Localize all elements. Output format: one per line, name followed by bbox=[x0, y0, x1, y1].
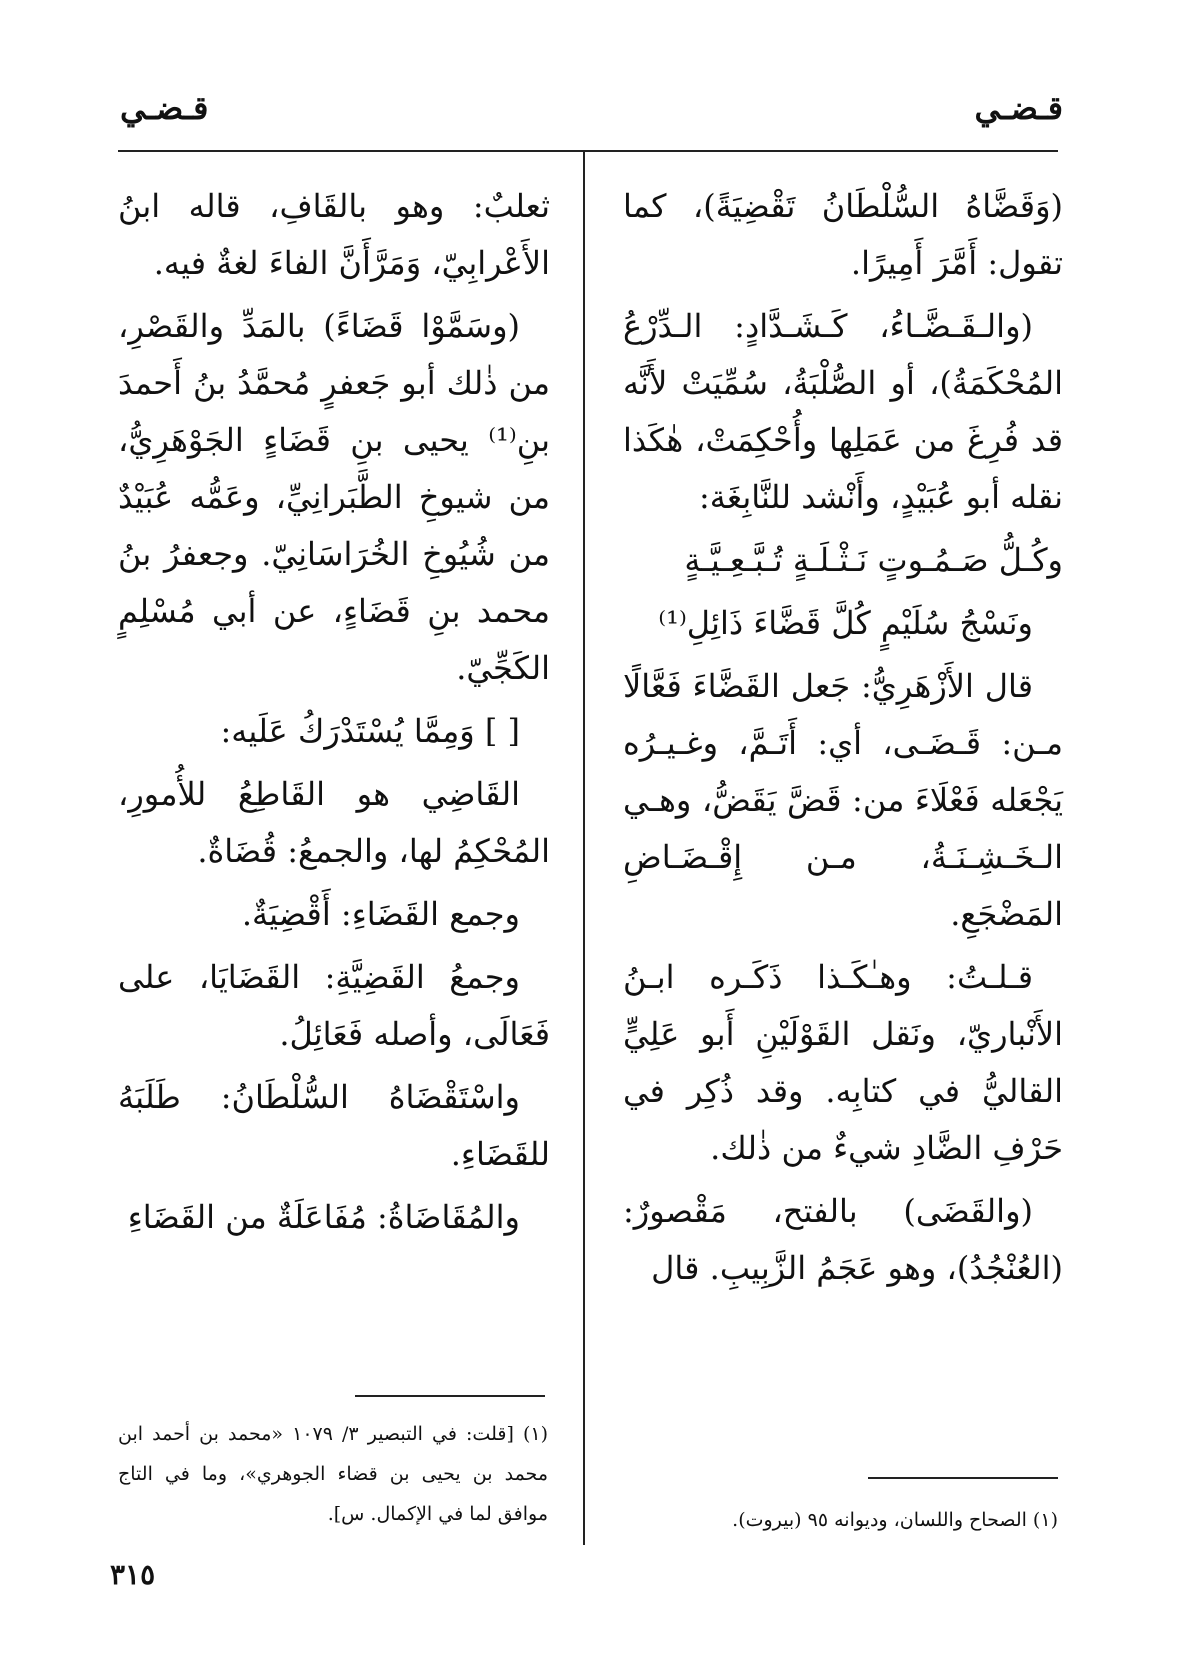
paragraph: قـلـتُ: وهـٰكَـذا ذَكَـره ابـنُ الأَنْباريّ، ونَقل القَوْلَيْنِ أَبو عَلِيٍّ القاليُّ في كتابِه. وقد ذُكِر في حَرْفِ الضَّادِ شيءٌ من ذٰلك. bbox=[623, 958, 1063, 1167]
paragraph: وجمع القَضَاءِ: أَقْضِيَةٌ. bbox=[241, 895, 520, 933]
paragraph: (وَقَضَّاهُ السُّلْطَانُ تَقْضِيَةً)، كما تقول: أَمَّرَ أَمِيرًا. bbox=[623, 187, 1063, 282]
footnote-rule-left bbox=[355, 1395, 545, 1397]
column-divider bbox=[583, 152, 585, 1545]
paragraph: (وسَمَّوْا قَضَاءً) بالمَدِّ والقَصْرِ، من ذٰلك أبو جَعفرٍ مُحمَّدُ بنُ أَحمدَ بنِ⁽¹⁾ يحيى بنِ قَضَاءٍ الجَوْهَرِيُّ، من شيوخِ الطَّبَرانِيِّ، وعَمُّه عُبَيْدٌ من شُيُوخِ الخُرَاسَانِيّ. وجعفرُ بنُ محمد بنِ قَضَاءٍ، عن أبي مُسْلِمٍ الكَجِّيّ. bbox=[118, 307, 550, 687]
running-head-right: قـضـي bbox=[974, 89, 1063, 127]
paragraph: والمُقَاضَاةُ: مُفَاعَلَةٌ من القَضَاءِ bbox=[127, 1198, 520, 1236]
footnote-left: (١) [قلت: في التبصير ٣/ ١٠٧٩ «محمد بن أحمد ابن محمد بن يحيى بن قضاء الجوهري»، وما في التاج موافق لما في الإكمال. س]. bbox=[118, 1423, 548, 1525]
paragraph: القَاضِي هو القَاطِعُ للأُمورِ، المُحْكِمُ لها، والجمعُ: قُضَاةٌ. bbox=[118, 775, 550, 870]
paragraph: (والـقَـضَّـاءُ، كَـشَـدَّادٍ: الـدِّرْعُ المُحْكَمَةُ)، أو الصُّلْبَةُ، سُمِّيَتْ لأَنَّه قد فُرِغَ من عَمَلِها وأُحْكِمَتْ، هٰكَذا نقله أبو عُبَيْدٍ، وأَنْشد للنَّابِغَة: bbox=[623, 307, 1063, 516]
left-column bbox=[118, 178, 550, 1252]
paragraph: واسْتَقْضَاهُ السُّلْطَانُ: طَلَبَهُ للقَضَاءِ. bbox=[118, 1078, 550, 1173]
paragraph: وجمعُ القَضِيَّةِ: القَضَايَا، على فَعَالَى، وأصله فَعَائِلُ. bbox=[118, 958, 550, 1053]
verse-line: وكُـلُّ صَـمُـوتٍ نَـثْـلَـةٍ تُـبَّـعِـيَّـةٍ bbox=[684, 541, 1063, 579]
paragraph: (والقَضَى) بالفتح، مَقْصورٌ: (العُنْجُدُ)، وهو عَجَمُ الزَّبِيبِ. قال bbox=[623, 1192, 1063, 1287]
right-column bbox=[623, 178, 1063, 1303]
header-rule bbox=[118, 150, 1058, 152]
verse-line: ونَسْجُ سُلَيْمٍ كُلَّ قَضَّاءَ ذَائِلِ⁽¹⁾ bbox=[658, 604, 1033, 642]
footnote-right: (١) الصحاح واللسان، وديوانه ٩٥ (بيروت). bbox=[732, 1509, 1058, 1531]
footnote-rule-right bbox=[868, 1477, 1058, 1479]
section-note: [ ] وَمِمَّا يُسْتَدْرَكُ عَلَيه: bbox=[220, 712, 520, 750]
page-number: ٣١٥ bbox=[110, 1558, 156, 1591]
paragraph: ثعلبٌ: وهو بالقَافِ، قاله ابنُ الأَعْرابِيّ، وَمَرَّأَنَّ الفاءَ لغةٌ فيه. bbox=[118, 187, 550, 282]
paragraph: قال الأَزْهَرِيُّ: جَعل القَضَّاءَ فَعَّالًا مـن: قَـضَـى، أي: أَتَـمَّ، وغـيـرُه يَجْعَله فَعْلَاءَ من: قَضَّ يَقَضُّ، وهـي الـخَـشِـنَـةُ، مـن إِقْـضَـاضِ المَضْجَعِ. bbox=[623, 667, 1063, 933]
running-head-left: قـضـي bbox=[120, 89, 209, 127]
